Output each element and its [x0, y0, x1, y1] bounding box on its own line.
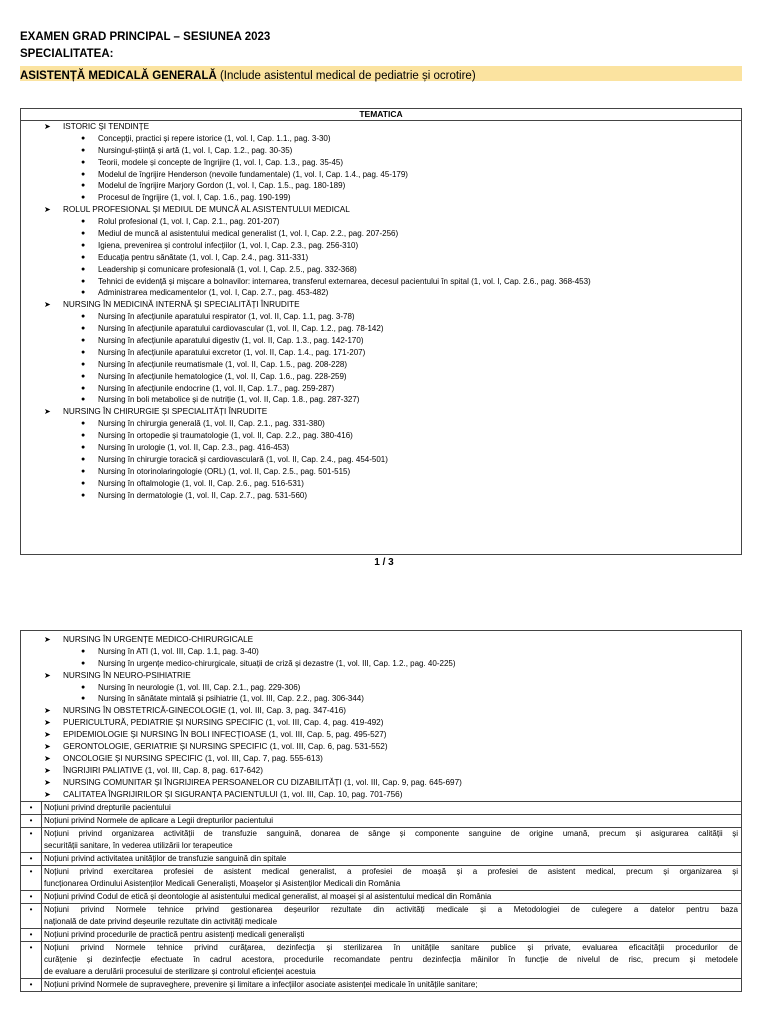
regulation-text	[42, 891, 742, 904]
arrow-bullet-icon: ➤	[44, 635, 51, 644]
topic-item	[21, 394, 741, 406]
topic-item	[21, 442, 741, 454]
item-text: Administrarea medicamentelor (1, vol. I, Cap. 2.7., pag. 453-482)	[98, 288, 329, 298]
bullet-icon: ●	[81, 265, 86, 273]
document-page-2	[0, 620, 768, 1024]
item-text: Nursing în afecțiunile endocrine (1, vol. II, Cap. 1.7., pag. 259-287)	[98, 383, 335, 393]
regulation-line: Noțiuni privind drepturile pacientului	[44, 803, 171, 812]
bullet-icon: ●	[81, 467, 86, 475]
item-text: Leadership și comunicare profesională (1, vol. I, Cap. 2.5., pag. 332-368)	[98, 264, 357, 274]
arrow-bullet-icon: ➤	[44, 407, 51, 417]
regulation-line: Noțiuni privind Normele tehnice privind gestionarea deșeurilor rezultate din activități medicale și a Metodologiei de culegere a datelor pentru baza	[44, 905, 738, 914]
bullet-icon: ●	[81, 134, 86, 142]
item-text: Nursingul-știință și artă (1, vol. I, Cap. 1.2., pag. 30-35)	[98, 145, 293, 155]
bullet-icon: ●	[81, 491, 86, 499]
topic-item	[21, 216, 741, 228]
arrow-bullet-icon: ➤	[44, 122, 51, 131]
arrow-bullet-icon: ➤	[44, 789, 51, 799]
item-text: NURSING ÎN URGENȚE MEDICO-CHIRURGICALE	[63, 635, 254, 644]
topic-item	[21, 658, 741, 670]
bullet-icon: •	[21, 929, 42, 942]
regulation-line: securității sanitare, în vederea utilizării lor terapeutice	[44, 841, 233, 850]
section-heading	[21, 717, 741, 729]
item-text: Nursing în afecțiunile reumatismale (1, vol. II, Cap. 1.5., pag. 208-228)	[98, 359, 348, 369]
topic-item	[21, 157, 741, 169]
bullet-icon: •	[21, 828, 42, 853]
section-heading	[21, 634, 741, 646]
regulation-row	[21, 891, 742, 904]
arrow-bullet-icon: ➤	[44, 777, 51, 787]
regulation-row	[21, 828, 742, 853]
item-text: CALITATEA ÎNGRIJIRILOR ȘI SIGURANȚA PACIENTULUI (1, vol. III, Cap. 10, pag. 701-756)	[63, 789, 403, 799]
item-text: ÎNGRIJIRI PALIATIVE (1, vol. III, Cap. 8, pag. 617-642)	[63, 765, 263, 775]
bullet-icon: ●	[81, 194, 86, 202]
page-number: 1 / 3	[374, 557, 394, 568]
tematica-table-continued	[20, 630, 742, 992]
item-text: ISTORIC ȘI TENDINȚE	[63, 122, 150, 131]
bullet-icon: ●	[81, 146, 86, 154]
topic-item	[21, 478, 741, 490]
regulation-row	[21, 942, 742, 979]
section-heading	[21, 299, 741, 311]
section-heading	[21, 204, 741, 216]
topic-item	[21, 133, 741, 145]
item-text: Concepții, practici și repere istorice (1, vol. I, Cap. 1.1., pag. 3-30)	[98, 133, 331, 143]
item-text: Nursing în sănătate mintală și psihiatrie (1, vol. III, Cap. 2.2., pag. 306-344)	[98, 694, 364, 704]
arrow-bullet-icon: ➤	[44, 670, 51, 680]
regulation-line: Noțiuni privind organizarea activității de transfuzie sanguină, donarea de sânge și componente sanguine de origine umană, precum și asigurarea calității și	[44, 829, 738, 838]
arrow-bullet-icon: ➤	[44, 742, 51, 752]
regulation-line: funcționarea Ordinului Asistenților Medicali Generaliști, Moașelor și Asistenților Medicali din România	[44, 879, 401, 888]
topic-item	[21, 490, 741, 502]
section-heading	[21, 765, 741, 777]
regulation-text	[42, 853, 742, 866]
topic-item	[21, 646, 741, 658]
specialty-note: (Include asistentul medical de pediatrie și ocrotire)	[216, 70, 476, 82]
regulation-line: Noțiuni privind Normele de supraveghere, prevenire și limitare a infecțiilor asociate asistenței medicale în unitățile sanitare;	[44, 980, 478, 989]
topic-item	[21, 180, 741, 192]
topic-item	[21, 466, 741, 478]
section-heading	[21, 741, 741, 753]
topic-item	[21, 169, 741, 181]
item-text: Igiena, prevenirea și controlul infecțiilor (1, vol. I, Cap. 2.3., pag. 256-310)	[98, 240, 359, 250]
item-text: ONCOLOGIE ȘI NURSING SPECIFIC (1, vol. III, Cap. 7, pag. 555-613)	[63, 753, 323, 763]
topic-item	[21, 276, 741, 288]
specialty-label: SPECIALITATEA:	[20, 48, 114, 60]
topic-item	[21, 252, 741, 264]
item-text: Teorii, modele și concepte de îngrijire (1, vol. I, Cap. 1.3., pag. 35-45)	[98, 157, 344, 167]
bullet-icon: ●	[81, 695, 86, 703]
item-text: NURSING COMUNITAR ȘI ÎNGRIJIREA PERSOANELOR CU DIZABILITĂȚI (1, vol. III, Cap. 9, pag. 645-697)	[63, 777, 462, 787]
bullet-icon: •	[21, 904, 42, 929]
bullet-icon: ●	[81, 218, 86, 226]
regulation-text	[42, 979, 742, 992]
regulation-row	[21, 979, 742, 992]
regulation-text	[42, 904, 742, 929]
arrow-bullet-icon: ➤	[44, 730, 51, 740]
bullet-icon: •	[21, 853, 42, 866]
regulation-row	[21, 815, 742, 828]
arrow-bullet-icon: ➤	[44, 718, 51, 728]
tematica-list	[21, 121, 742, 555]
bullet-icon: •	[21, 891, 42, 904]
section-heading	[21, 729, 741, 741]
topic-item	[21, 228, 741, 240]
item-text: Nursing în chirurgie toracică și cardiovasculară (1, vol. II, Cap. 2.4., pag. 454-501)	[98, 454, 388, 464]
bullet-icon: ●	[81, 253, 86, 261]
regulation-text	[42, 802, 742, 815]
item-text: Nursing în otorinolaringologie (ORL) (1, vol. II, Cap. 2.5., pag. 501-515)	[98, 466, 351, 476]
bullet-icon: ●	[81, 396, 86, 404]
bullet-icon: ●	[81, 683, 86, 691]
topic-item	[21, 418, 741, 430]
section-heading	[21, 789, 741, 801]
item-text: Nursing în boli metabolice și de nutriție (1, vol. II, Cap. 1.8., pag. 287-327)	[98, 395, 360, 405]
arrow-bullet-icon: ➤	[44, 765, 51, 775]
bullet-icon: ●	[81, 348, 86, 356]
bullet-icon: ●	[81, 420, 86, 428]
bullet-icon: ●	[81, 158, 86, 166]
item-text: Procesul de îngrijire (1, vol. I, Cap. 1.6., pag. 190-199)	[98, 193, 291, 203]
topic-item	[21, 192, 741, 204]
item-text: Nursing în afecțiunile aparatului cardiovascular (1, vol. II, Cap. 1.2., pag. 78-142)	[98, 324, 384, 334]
regulation-line: curățenie și dezinfecție efectuate în cadrul acestora, procedurile recomandate pentru dezinfecția mâinilor în funcție de nivelul de risc, precum și metodele	[44, 955, 738, 964]
regulation-text	[42, 942, 742, 979]
topic-item	[21, 371, 741, 383]
regulation-row	[21, 929, 742, 942]
item-text: Mediul de muncă al asistentului medical generalist (1, vol. I, Cap. 2.2., pag. 207-256)	[98, 229, 399, 239]
bullet-icon: •	[21, 942, 42, 979]
item-text: NURSING ÎN OBSTETRICĂ-GINECOLOGIE (1, vol. III, Cap. 3, pag. 347-416)	[63, 706, 347, 716]
bullet-icon: ●	[81, 277, 86, 285]
bullet-icon: ●	[81, 289, 86, 297]
item-text: Educația pentru sănătate (1, vol. I, Cap. 2.4., pag. 311-331)	[98, 252, 309, 262]
bullet-icon: •	[21, 802, 42, 815]
topic-item	[21, 347, 741, 359]
item-text: PUERICULTURĂ, PEDIATRIE ȘI NURSING SPECIFIC (1, vol. III, Cap. 4, pag. 419-492)	[63, 718, 384, 728]
regulation-text	[42, 866, 742, 891]
item-text: Nursing în afecțiunile aparatului excretor (1, vol. II, Cap. 1.4., pag. 171-207)	[98, 347, 366, 357]
regulation-row	[21, 904, 742, 929]
exam-title: EXAMEN GRAD PRINCIPAL – SESIUNEA 2023	[20, 31, 271, 43]
item-text: NURSING ÎN NEURO-PSIHIATRIE	[63, 670, 191, 680]
item-text: Nursing în dermatologie (1, vol. II, Cap. 2.7., pag. 531-560)	[98, 490, 308, 500]
topic-item	[21, 145, 741, 157]
bullet-icon: ●	[81, 444, 86, 452]
regulation-line: Noțiuni privind Codul de etică și deontologie al asistentului medical generalist, al moașei și al asistentului medical din România	[44, 892, 492, 901]
regulation-line: Noțiuni privind activitatea unităților de transfuzie sanguină din spitale	[44, 854, 287, 863]
topic-item	[21, 682, 741, 694]
item-text: Modelul de îngrijire Henderson (nevoile fundamentale) (1, vol. I, Cap. 1.4., pag. 45-179)	[98, 169, 408, 179]
arrow-bullet-icon: ➤	[44, 753, 51, 763]
bullet-icon: ●	[81, 455, 86, 463]
item-text: Nursing în afecțiunile aparatului digestiv (1, vol. II, Cap. 1.3., pag. 142-170)	[98, 336, 364, 346]
specialty-name: ASISTENȚĂ MEDICALĂ GENERALĂ	[20, 70, 217, 82]
bullet-icon: ●	[81, 384, 86, 392]
bullet-icon: ●	[81, 241, 86, 249]
bullet-icon: ●	[81, 337, 86, 345]
bullet-icon: •	[21, 979, 42, 992]
item-text: Nursing în chirurgia generală (1, vol. II, Cap. 2.1., pag. 331-380)	[98, 419, 325, 429]
arrow-bullet-icon: ➤	[44, 706, 51, 716]
regulation-text	[42, 828, 742, 853]
item-text: Nursing în afecțiunile hematologice (1, vol. II, Cap. 1.6., pag. 228-259)	[98, 371, 347, 381]
item-text: EPIDEMIOLOGIE ȘI NURSING ÎN BOLI INFECȚIOASE (1, vol. III, Cap. 5, pag. 495-527)	[63, 730, 387, 740]
item-text: Nursing în urgențe medico-chirurgicale, situații de criză și dezastre (1, vol. III, Cap. 1.2., pag. 40-225)	[98, 658, 456, 668]
regulation-line: națională de date privind deșeurile rezultate din activități medicale	[44, 917, 278, 926]
bullet-icon: ●	[81, 325, 86, 333]
item-text: NURSING ÎN CHIRURGIE ȘI SPECIALITĂȚI ÎNRUDITE	[63, 407, 268, 417]
arrow-bullet-icon: ➤	[44, 205, 51, 215]
regulation-row	[21, 853, 742, 866]
regulation-text	[42, 815, 742, 828]
topic-item	[21, 323, 741, 335]
bullet-icon: ●	[81, 360, 86, 368]
bullet-icon: ●	[81, 432, 86, 440]
item-text: Nursing în urologie (1, vol. II, Cap. 2.3., pag. 416-453)	[98, 443, 290, 453]
item-text: Nursing în afecțiunile aparatului respirator (1, vol. II, Cap. 1.1, pag. 3-78)	[98, 312, 355, 322]
bullet-icon: •	[21, 815, 42, 828]
specialty-highlight	[20, 66, 742, 81]
bullet-icon: •	[21, 866, 42, 891]
topic-item	[21, 383, 741, 395]
item-text: Tehnici de evidență și mișcare a bolnavilor: internarea, transferul externarea, decesul pacientului în spital (1, vol. I, Cap. 2.6., pag. 368-453)	[98, 276, 591, 286]
item-text: Modelul de îngrijire Marjory Gordon (1, vol. I, Cap. 1.5., pag. 180-189)	[98, 181, 346, 191]
item-text: Nursing în ortopedie și traumatologie (1, vol. II, Cap. 2.2., pag. 380-416)	[98, 431, 353, 441]
regulation-text	[42, 929, 742, 942]
section-heading	[21, 670, 741, 682]
item-text: Rolul profesional (1, vol. I, Cap. 2.1., pag. 201-207)	[98, 217, 280, 227]
section-heading	[21, 406, 741, 418]
bullet-icon: ●	[81, 313, 86, 321]
item-text: Nursing în ATI (1, vol. III, Cap. 1.1, pag. 3-40)	[98, 646, 259, 656]
bullet-icon: ●	[81, 659, 86, 667]
regulation-line: Noțiuni privind Normele de aplicare a Legii drepturilor pacientului	[44, 816, 274, 825]
topic-item	[21, 693, 741, 705]
bullet-icon: ●	[81, 182, 86, 190]
item-text: NURSING ÎN MEDICINĂ INTERNĂ ȘI SPECIALITĂȚI ÎNRUDITE	[63, 300, 300, 310]
topic-item	[21, 264, 741, 276]
bullet-icon: ●	[81, 230, 86, 238]
section-heading	[21, 753, 741, 765]
tematica-header: TEMATICA	[21, 109, 742, 121]
bullet-icon: ●	[81, 647, 86, 655]
regulation-row	[21, 866, 742, 891]
section-heading	[21, 705, 741, 717]
topic-item	[21, 240, 741, 252]
section-heading	[21, 121, 741, 133]
item-text: ROLUL PROFESIONAL ȘI MEDIUL DE MUNCĂ AL ASISTENTULUI MEDICAL	[63, 205, 350, 215]
section-heading	[21, 777, 741, 789]
regulation-line: Noțiuni privind exercitarea profesiei de asistent medical generalist, a profesiei de moașă și a profesiei de asistent medical, precum și organizarea și	[44, 867, 738, 876]
item-text: GERONTOLOGIE, GERIATRIE ȘI NURSING SPECIFIC (1, vol. III, Cap. 6, pag. 531-552)	[63, 742, 388, 752]
tematica-table	[20, 108, 742, 555]
item-text: Nursing în neurologie (1, vol. III, Cap. 2.1., pag. 229-306)	[98, 682, 301, 692]
bullet-icon: ●	[81, 170, 86, 178]
bullet-icon: ●	[81, 372, 86, 380]
topic-item	[21, 359, 741, 371]
topic-item	[21, 454, 741, 466]
arrow-bullet-icon: ➤	[44, 300, 51, 310]
regulation-line: Noțiuni privind procedurile de practică pentru asistenți medicali generaliști	[44, 930, 305, 939]
bullet-icon: ●	[81, 479, 86, 487]
topic-item	[21, 311, 741, 323]
regulation-line: de evaluare a derulării procesului de sterilizare și controlul eficienței acestuia	[44, 967, 316, 976]
tematica-list-continued	[21, 631, 742, 802]
topic-item	[21, 287, 741, 299]
item-text: Nursing în oftalmologie (1, vol. II, Cap. 2.6., pag. 516-531)	[98, 478, 304, 488]
topic-item	[21, 335, 741, 347]
regulation-line: Noțiuni privind Normele tehnice privind curățarea, dezinfecția și sterilizarea în unitățile sanitare publice și private, evaluarea eficacității procedurilor de	[44, 943, 738, 952]
regulation-row	[21, 802, 742, 815]
topic-item	[21, 430, 741, 442]
